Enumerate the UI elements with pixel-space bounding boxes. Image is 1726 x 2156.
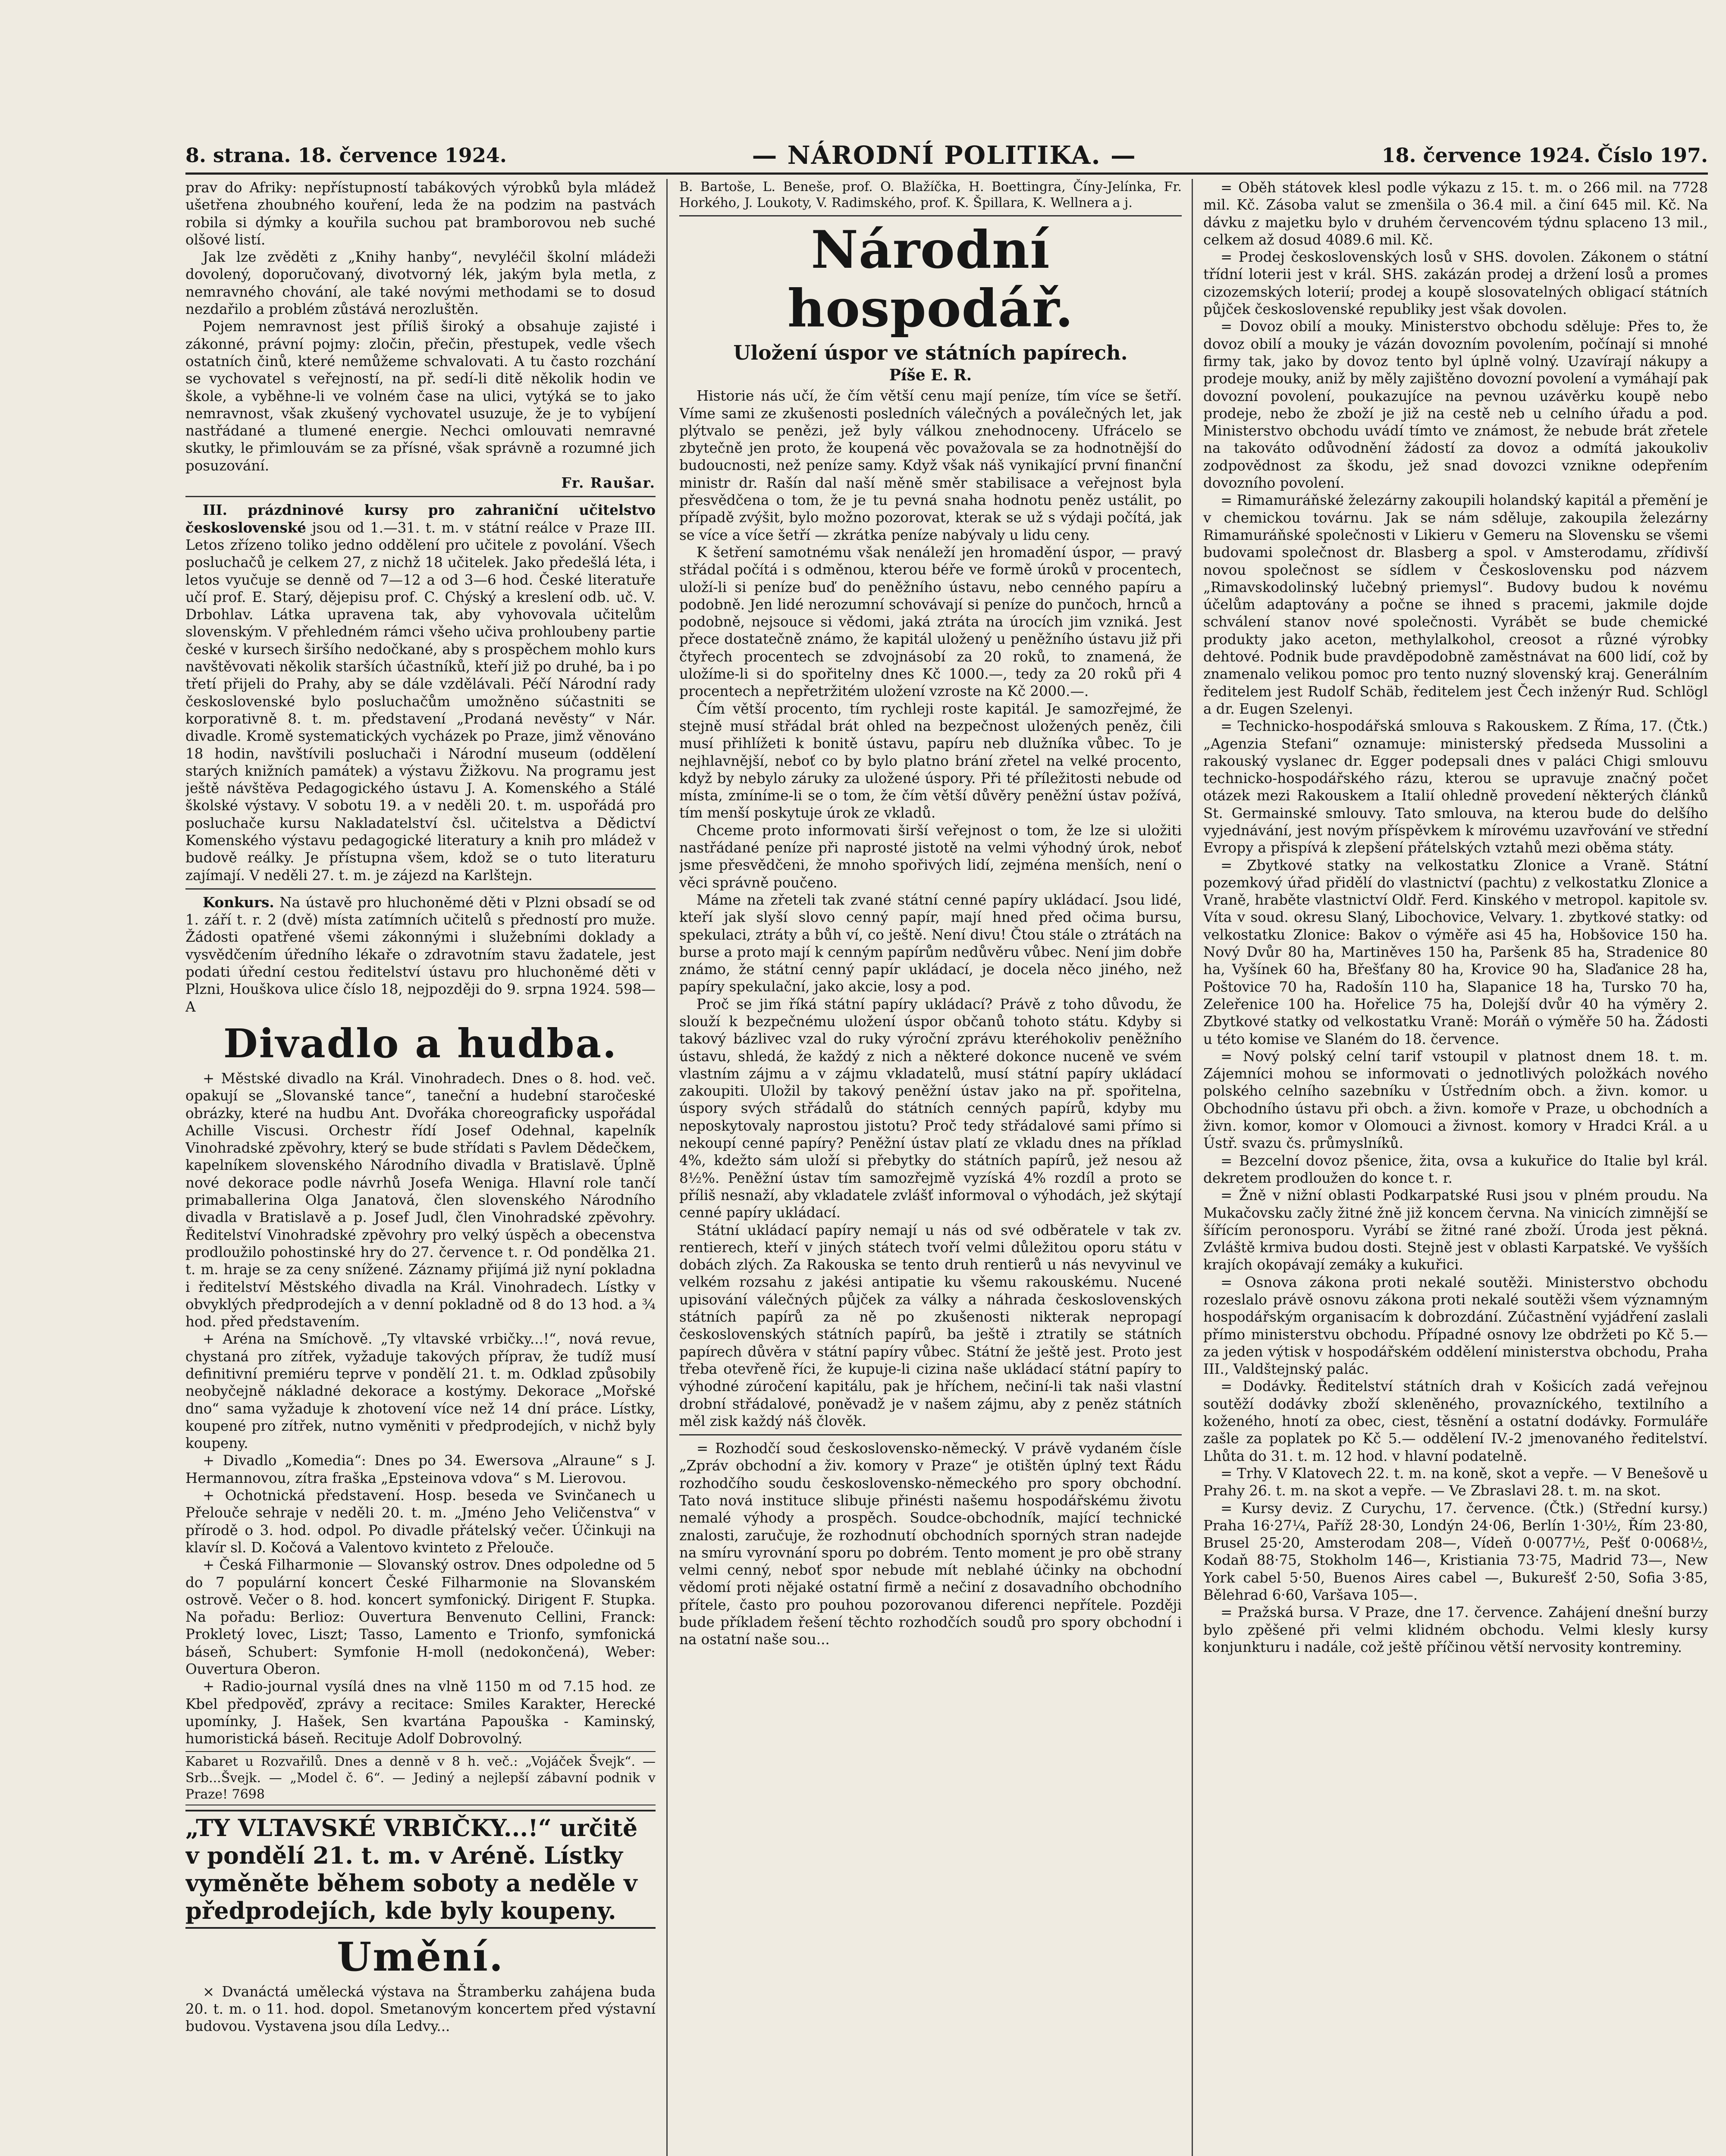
column-divider [666,179,668,2156]
paragraph: = Žně v nižní oblasti Podkarpatské Rusi jsou v plném proudu. Na Mukačovsku začly žitné žně již koncem června. Na vinicích zimnější se šířícím peronosporu. Vyrábí se žitné rané zboží. Úroda jest pěkná. Zvláště krmiva budou dosti. Stejně jest v oblasti Karpatské. Ve vyšších krajích okopávají zemáky a kukuřici. [1203,1187,1708,1273]
article-body: jsou od 1.—31. t. m. v státní reálce v Praze III. Letos zřízeno toliko jedno oddělení pro učitele z povolání. Všech posluchačů je celkem 27, z nichž 18 učitelek. Jako předešlá léta, i letos vyučuje se denně od 7—12 a od 3—6 hod. České literatuře učí prof. E. Starý, dějepisu prof. C. Chýský a kreslení odb. uč. V. Drbohlav. Látka upravena tak, aby vyhovovala učitelům slovenským. V přehledném rámci všeho učiva prohloubeny partie české v kursech širšího nedočkané, aby s prospěchem mohlo kurs navštěvovati několik starších účastníků, kteří již po druhé, ba i po třetí přijeli do Prahy, aby se dále vzdělávali. Péčí Národní rady československé bylo posluchačům umožněno súčastniti se korporativně 8. t. m. představení „Prodaná nevěsty“ v Nár. divadle. Kromě systematických vycházek po Praze, jimž věnováno 18 hodin, navštívili posluchači i Národní museum (oddělení starých knižních památek) a výstavu Žižkovu. Na programu jest ještě návštěva Pedagogického ústavu J. A. Komenského a Stálé školské výstavy. V sobotu 19. a v neděli 20. t. m. uspořádá pro posluchače kursu Nakladatelství čsl. učitelstva a Dědictví Komenského výstavu pedagogické literatury a knih pro mládež v budově reálky. Je přístupna všem, kdož se o tuto literaturu zajímají. V neděli 27. t. m. je zájezd na Karlštejn. [185,519,656,884]
paragraph: Státní ukládací papíry nemají u nás od své odběratele v tak zv. rentierech, kteří v jiných státech tvoří velmi důležitou oporu státu v dobách zlých. Za Rakouska se tento druh rentierů u nás nevyvinul ve velkém rozsahu z jakési antipatie ku všemu rakouskému. Nucené upisování válečných půjček za války a náhrada československých státních papírů za ně po zkušenosti nikterak nepropagí československých státních papírů, ba ještě i ztratily se státních papírech důvěra v státní papíry vůbec. Státní že ještě jest. Proto jest třeba otevřeně říci, že kupuje-li cizina naše ukládací státní papíry to výhodné zúročení kapitálu, pak je hříchem, nečiní-li tak naši vlastní drobní střádalové, poněvadž je v našem zájmu, aby z peněz státních měl zisk každý náš člověk. [679,1222,1182,1429]
paragraph: = Technicko-hospodářská smlouva s Rakouskem. Z Říma, 17. (Čtk.) „Agenzia Stefani“ oznamuje: ministerský předseda Mussolini a rakouský vyslanec dr. Egger podepsali dnes v paláci Chigi smlouvu technicko-hospodářského rázu, kterou se upravuje značný počet otázek mezi Rakouskem a Italií ohledně provedení některých článků St. Germainské smlouvy. Tato smlouva, na kterou bude do delšího vyjednávání, jest novým příspěvkem k mírovému uzavřování ve střední Evropy a přispívá k zlepšení přátelských vztahů mezi oběma státy. [1203,718,1708,856]
contributors-list: B. Bartoše, L. Beneše, prof. O. Blažíčka, H. Boettingra, Číny-Jelínka, Fr. Horkého, J. Loukoty, V. Radimského, prof. K. Špillara, K. Wellnera a j. [679,179,1182,216]
divider [185,496,656,497]
paragraph: = Nový polský celní tarif vstoupil v platnost dnem 18. t. m. Zájemníci mohou se informovati o jednotlivých položkách nového polského celního sazebníku v Ústředním obch. a živn. komor. u Obchodního ústavu při obch. a živn. komoře v Praze, u obchodních a živn. komor, komor v Olomouci a živnost. komory v Hradci Král. a u Ústř. svazu čs. průmyslníků. [1203,1048,1708,1152]
column-left [185,179,656,2156]
ad-text: Kabaret u Rozvařilů. Dnes a denně v 8 h. več.: „Vojáček Švejk“. — Srb...Švejk. — „Model č. 6“. — Jediný a nejlepší zábavní podnik v Praze! [185,1754,656,1802]
advertisement-large: „TY VLTAVSKÉ VRBIČKY...!“ určitě v pondělí 21. t. m. v Aréně. Lístky vyměněte během soboty a neděle v předprodejích, kde byly koupeny. [185,1810,656,1929]
column-divider [1192,179,1193,2156]
paragraph: = Prodej československých losů v SHS. dovolen. Zákonem o státní třídní loterii jest v král. SHS. zakázán prodej a držení losů a promes cizozemských loterií; prodej a koupě slosovatelných obligací státních půjček československé republiky jest však dovolen. [1203,249,1708,318]
article-headline: Uložení úspor ve státních papírech. [733,341,1128,364]
paragraph: + Městské divadlo na Král. Vinohradech. Dnes o 8. hod. več. opakují se „Slovanské tance“, taneční a hudební staročeské obrázky, které na hudbu Ant. Dvořáka choreograficky uspořádal Achille Viscusi. Orchestr řídí Josef Odehnal, kapelník Vinohradské zpěvohry, který se bude střídati s Pavlem Dědečkem, kapelníkem slovenského Národního divadla v Bratislavě. Úplně nové dekorace podle návrhů Josefa Weniga. Hlavní role tančí primaballerina Olga Janatová, člen slovenského Národního divadla v Bratislavě a p. Josef Judl, člen Vinohradské zpěvohry. Ředitelství Vinohradské zpěvohry pro velký úspěch a obecenstva prodloužilo pohostinské hry do 27. července t. r. Od pondělka 21. t. m. hraje se za ceny snížené. Záznamy přijímá již nyní pokladna i ředitelství Městského divadla na Král. Vinohradech. Lístky v obvyklých předprodejích a v denní pokladně od 8 do 13 hod. a ¾ hod. před představením. [185,1070,656,1330]
paragraph: = Kursy deviz. Z Curychu, 17. července. (Čtk.) (Střední kursy.) Praha 16·27¼, Paříž 28·30, Londýn 24·06, Berlín 1·30½, Řím 23·80, Brusel 25·20, Amsterodam 208—, Vídeň 0·0077½, Pešť 0·0068½, Kodaň 88·75, Stokholm 146—, Kristiania 73·75, Madrid 73—, New York cabel 5·50, Buenos Aires cabel —, Bukurešť 2·50, Sofia 3·85, Bělehrad 6·60, Varšava 105—. [1203,1500,1708,1604]
paragraph: Čím větší procento, tím rychleji roste kapitál. Je samozřejmé, že stejně musí střádal brát ohled na bezpečnost uložených peněz, čili musí přihlížeti k bonitě ústavu, papíru neb dlužníka vůbec. To je nejhlavnější, neboť co by bylo platno brání zřetel na velké procento, když by nebylo záruky za uložené úspory. Při té příležitosti nebude od místa, zmíníme-li se o tom, že čím větší důvěry peněžní ústav požívá, tím menší poskytuje úrok ze vkladů. [679,700,1182,821]
header-left: 8. strana. 18. července 1924. [185,144,507,167]
paragraph: + Radio-journal vysílá dnes na vlně 1150 m od 7.15 hod. ze Kbel předpověď, zprávy a recitace: Smiles Karakter, Herecké upomínky, J. Hašek, Sen kvartána Papouška - Kaminský, humoristická báseň. Recituje Adolf Dobrovolný. [185,1678,656,1747]
paragraph: = Rimamuráňské železárny zakoupili holandský kapitál a přemění je v chemickou továrnu. Jak se nám sděluje, zakoupila železárny Rimamuráňské společnosti v Likieru v Gemeru na Slovensku se všemi budovami společnost dr. Blasberg a spol. v Amsterodamu, zřídivší novou společnost se sídlem v Československu pod názvem „Rimavskodolinský lučebný priemysl“. Budovy budou k novému účelům adaptovány a počne se ihned s pracemi, jakmile dojde schválení stanov nové společnosti. Vyrábět se bude chemické produkty jako aceton, methylalkohol, creosot a různé výrobky dehtové. Podnik bude pravděpodobně zaměstnávat na 600 lidí, což by znamenalo velikou pomoc pro tento nuzný slovenský kraj. Generálním ředitelem jest Rudolf Schäb, ředitelem jest Čech inženýr Rud. Schlögl a dr. Eugen Szelenyi. [1203,492,1708,717]
paragraph: Proč se jim říká státní papíry ukládací? Právě z toho důvodu, že slouží k bezpečnému uložení úspor občanů tohoto státu. Kdyby si takový bázlivec vzal do ruky výroční zprávu kteréhokoliv peněžního ústavu, shledá, že každý z nich a některé dokonce nuceně ve svém vlastním zájmu a v zájmu vkladatelů, musí státní papíry ukládací zakoupiti. Uložil by takový peněžní ústav jako na př. spořitelna, úspory svých střádalů do státních cenných papírů, kdyby mu neposkytovaly naprostou jistotu? Proč tedy střádalové sami přímo si nekoupí cenné papíry? Peněžní ústav platí ze vkladu dnes na příklad 4%, kdežto sám uloží si přebytky do státních papírů, jež nesou až 8½%. Peněžní ústav tím samozřejmě vyzíská 4% rozdíl a proto se příliš nesnaží, aby vkladatele zvlášť informoval o výhodách, jež skýtají cenné papíry ukládací. [679,996,1182,1221]
paragraph: + Ochotnická představení. Hosp. beseda ve Svinčanech u Přelouče sehraje v neděli 20. t. m. „Jméno Jeho Veličenstva“ v přírodě o 3. hod. odpol. Po divadle přátelský večer. Účinkuji na klavír sl. D. Kočová a Valentovo kvinteto z Přelouče. [185,1487,656,1556]
paragraph: Jak lze zvěděti z „Knihy hanby“, nevyléčil školní mládeži dovolený, doporučovaný, divotvorný lék, jakým byla metla, z nemravného chování, ale také novými methodami se to dosud nezdařilo a problém zůstává nerozluštěn. [185,249,656,318]
article-lead: Konkurs. [203,893,274,911]
notice-code: 598—A [185,981,656,1015]
paragraph: = Osnova zákona proti nekalé soutěži. Ministerstvo obchodu rozeslalo právě osnovu zákona proti nekalé soutěži všem významným hospodářským organisacím k dobrozdání. Zúčastnění vyjádření zaslali přímo ministerstvu obchodu. Případné osnovy lze obdržeti po Kč 5.— za jeden výtisk v hospodářském oddělení ministerstva obchodu, Praha III., Valdštejnský palác. [1203,1274,1708,1378]
paragraph: Pojem nemravnost jest příliš široký a obsahuje zajisté i zákonné, právní pojmy: zločin, přečin, přestupek, vedle všech ostatních činů, které nemůžeme schvalovati. A tu často rozchání se vychovatel s veřejností, na př. sedí-li ditě několik hodin ve škole, a vyběhne-li ve volném čase na ulici, vytýká se to jako nemravnost, však zkušený vychovatel usuzuje, že je to vybíjení nastřádané a tlumené energie. Nechci omlouvati nemravné skutky, le přimlouvám se za přísné, však správně a rozumné jich posuzování. [185,318,656,474]
section-title: Divadlo a hudba. [223,1020,618,1067]
paragraph: prav do Afriky: nepřístupností tabákových výrobků byla mládež ušetřena zhoubného kouření, leda že na podzim na pastvách robila si dýmky a kouřila suchou pat bramborovou neb suché olšové listí. [185,179,656,248]
paragraph: = Bezcelní dovoz pšenice, žita, ovsa a kukuřice do Italie byl král. dekretem prodloužen do konce t. r. [1203,1152,1708,1186]
article-body: Na ústavě pro hluchoněmé děti v Plzni obsadí se od 1. září t. r. 2 (dvě) místa zatímních učitelů s předností pro muže. Žádosti opatřené všemi zákonnými i služebními doklady a vysvědčením úředního lékaře o zdravotním stavu žadatele, jest podati úřední cestou ředitelství ústavu pro hluchoněmé děti v Plzni, Houškova ulice číslo 18, nejpozději do 9. srpna 1924. [185,894,656,998]
divider [679,1434,1182,1435]
divider [185,888,656,890]
paragraph: Chceme proto informovati širší veřejnost o tom, že lze si uložiti nastřádané peníze při naprosté jistotě na velmi výhodný úrok, neboť jsme přesvědčeni, že mnoho spořivých lidí, zejména menších, není o věci správně poučeno. [679,822,1182,891]
author-signature: Fr. Raušar. [561,474,656,492]
paragraph: + Divadlo „Komedia“: Dnes po 34. Ewersova „Alraune“ s J. Hermannovou, zítra fraška „Epsteinova vdova“ s M. Lierovou. [185,1452,656,1486]
paragraph: + Česká Filharmonie — Slovanský ostrov. Dnes odpoledne od 5 do 7 populární koncert České Filharmonie na Slovanském ostrově. Večer o 8. hod. koncert symfonický. Dirigent F. Stupka. Na pořadu: Berlioz: Ouvertura Benvenuto Cellini, Franck: Prokletý lovec, Liszt; Tasso, Lamento e Trionfo, symfonická báseň, Schubert: Symfonie H-moll (nedokončená), Weber: Ouvertura Oberon. [185,1557,656,1678]
paragraph: Máme na zřeteli tak zvané státní cenné papíry ukládací. Jsou lidé, kteří jak slyší slovo cenný papír, mají hned před očima bursu, spekulaci, ztráty a bůh ví, co ještě. Není divu! Čtou stále o ztrátách na burse a proto mají k cenným papírům nedůvěru vůbec. Není jim dobře známo, že státní cenný papír ukládací, je docela něco jiného, než papíry spekulační, jako akcie, losy a pod. [679,891,1182,995]
article-author: Píše E. R. [889,366,972,384]
paragraph: = Dodávky. Ředitelství státních drah v Košicích zadá veřejnou soutěží dodávky zboží skleněného, provazníckého, textilního a koženého, hnotí za obec, ciest, těsnění a ostatní dodávky. Formuláře zašle za poplatek po Kč 5.— oddělení IV.-2 jmenovaného ředitelství. Lhůta do 31. t. m. 12 hod. v hlavní podatelně. [1203,1378,1708,1464]
column-right [1203,179,1708,2156]
paragraph: K šetření samotnému však nenáleží jen hromadění úspor, — pravý střádal počítá i s odměnou, kterou béře ve formě úroků v procentech, uloží-li si peníze buď do peněžního ústavu, nebo cenného papíru a podobně. Jen lidé nerozumní schovávají si peníze do punčoch, hrnců a podobně, nejsouce si vědomi, jaká ztráta na úrocích jim vzniká. Jest přece dostatečně známo, že kapitál uložený u peněžního ústavu již při čtyřech procentech se zdvojnásobí za 20 roků, to znamená, že uložíme-li si do spořitelny dnes Kč 1000.—, tedy za 20 roků při 4 procentech a nepřetržitém uložení vzroste na Kč 2000.—. [679,544,1182,700]
paragraph: Historie nás učí, že čím větší cenu mají peníze, tím více se šetří. Víme sami ze zkušenosti posledních válečných a poválečných let, jak plýtvalo se penězi, jež byly válkou znehodnoceny. Ufrácelo se zbytečně jen proto, že koupená věc považovala se za hodnotnější do budoucnosti, než peníze samy. Když však náš vynikající první finanční ministr dr. Rašín dal naší měně směr stabilisace a veřejnost byla přesvědčena o tom, že je tu pevná snaha hodnotu peněz ustálit, po případě zvýšit, bylo možno pozorovat, kterak se už s výdaji počítá, jak se více a více šetří — zkrátka peníze nabývaly u lidu ceny. [679,388,1182,543]
paragraph: = Trhy. V Klatovech 22. t. m. na koně, skot a vepře. — V Benešově u Prahy 26. t. m. na skot a vepře. — Ve Zbraslavi 28. t. m. na skot. [1203,1465,1708,1499]
header-right: 18. července 1924. Číslo 197. [1381,144,1708,167]
page-header [185,138,1708,175]
ad-code: 7698 [232,1786,265,1802]
paragraph: + Aréna na Smíchově. „Ty vltavské vrbičky...!“, nová revue, chystaná pro zítřek, vyžaduje takových příprav, že tudíž musí definitivní premiéru teprve v pondělí 21. t. m. Odklad způsobily neobyčejně nákladné dekorace a kostýmy. Dekorace „Mořské dno“ sama vyžaduje k zhotovení více než 14 dní práce. Lístky, koupené pro zítřek, nutno vyměniti v předprodejích, v nichž byly koupeny. [185,1331,656,1452]
paragraph: = Oběh státovek klesl podle výkazu z 15. t. m. o 266 mil. na 7728 mil. Kč. Zásoba valut se zmenšila o 36.4 mil. a činí 645 mil. Kč. Na dávku z majetku bylo v druhém červencovém týdnu splaceno 13 mil., celkem až dosud 4089.6 mil. Kč. [1203,179,1708,248]
column-middle [679,179,1182,2156]
paragraph: × Dvanáctá umělecká výstava na Štramberku zahájena buda 20. t. m. o 11. hod. dopol. Smetanovým koncertem před výstavní budovou. Vystavena jsou díla Ledvy... [185,1983,656,2035]
section-title: Národní hospodář. [787,219,1074,339]
paragraph: = Zbytkové statky na velkostatku Zlonice a Vraně. Státní pozemkový úřad přidělí do vlastnictví (pachtu) z velkostatku Zlonice a Vraně, hraběte vlastnictví Oldř. Ferd. Kinského v metropol. kapitole sv. Víta v soud. okresu Slaný, Libochovice, Velvary. 1. zbytkové statky: od velkostatku Zlonice: Bakov o výměře asi 45 ha, Hobšovice 150 ha. Nový Dvůr 80 ha, Martiněves 150 ha, Paršenk 85 ha, Stradenice 80 ha, Vyšínek 60 ha, Břešťany 80 ha, Krovice 90 ha, Slaďanice 28 ha, Poštovice 70 ha, Radošín 110 ha, Slapanice 18 ha, Tursko 70 ha, Zeleřenice 100 ha. Hořelice 75 ha, Dolejší dvůr 40 ha výměry 2. Zbytkové statky od velkostatku Vraně: Moráň o výměře 50 ha. Žádosti u této komise ve Slaném do 18. července. [1203,857,1708,1047]
paragraph: = Dovoz obilí a mouky. Ministerstvo obchodu sděluje: Přes to, že dovoz obilí a mouky je vázán dovozním povolením, počínají si mnohé firmy tak, jako by dovoz tento byl úplně volný. Uzavírají nákupy a prodeje mouky, aniž by měly zajištěno dovozní povolení a vymáhají pak dovozní povolení, poukazujíce na pevnou uzávěrku koupě nebo prodeje, nebo že zboží je již na cestě neb u celního úřadu a pod. Ministerstvo obchodu uvádí tímto ve známost, že nebude brát zřetele na takováto odůvodnění žádostí za dovoz a odmítá jakoukoliv zodpovědnost za škodu, jež snad dovozci vznikne odepřením dovozního povolení. [1203,318,1708,492]
article-lead: III. prázdninové kursy pro zahraniční učitelstvo československé [185,501,656,536]
paragraph: = Pražská bursa. V Praze, dne 17. července. Zahájení dnešní burzy bylo zpěšené při velmi klidném obchodu. Velmi klesly kursy konjunkturu i nadále, což ještě příčinou větší nervosity kontreminy. [1203,1604,1708,1655]
advertisement [185,1751,656,1805]
paragraph: = Rozhodčí soud československo-německý. V právě vydaném čísle „Zpráv obchodní a živ. komory v Praze“ je otištěn úplný text Řádu rozhodčího soudu československo-německého pro spory obchodní. Tato nová instituce slibuje přinésti našemu hospodářskému životu nemalé výhody a prospěch. Soudce-obchodník, mající technické znalosti, zaručuje, že rozhodnutí obchodních sporných stran nadejde na smíru vyrovnání sporu po dobrém. Tento moment je pro obě strany velmi cenný, neboť spor nebude mít neblahé účinky na obchodní vědomí proti nějaké ostatní firmě a nečiní z dosavadního obchodního přítele, často pro pouhou pozorovanou diferenci nepřítele. Později bude příkladem řešení těchto rozhodčích soudů pro spory obchodní i na ostatní naše sou... [679,1440,1182,1648]
section-title: Umění. [337,1933,504,1980]
header-masthead: — NÁRODNÍ POLITIKA. — [752,141,1136,170]
